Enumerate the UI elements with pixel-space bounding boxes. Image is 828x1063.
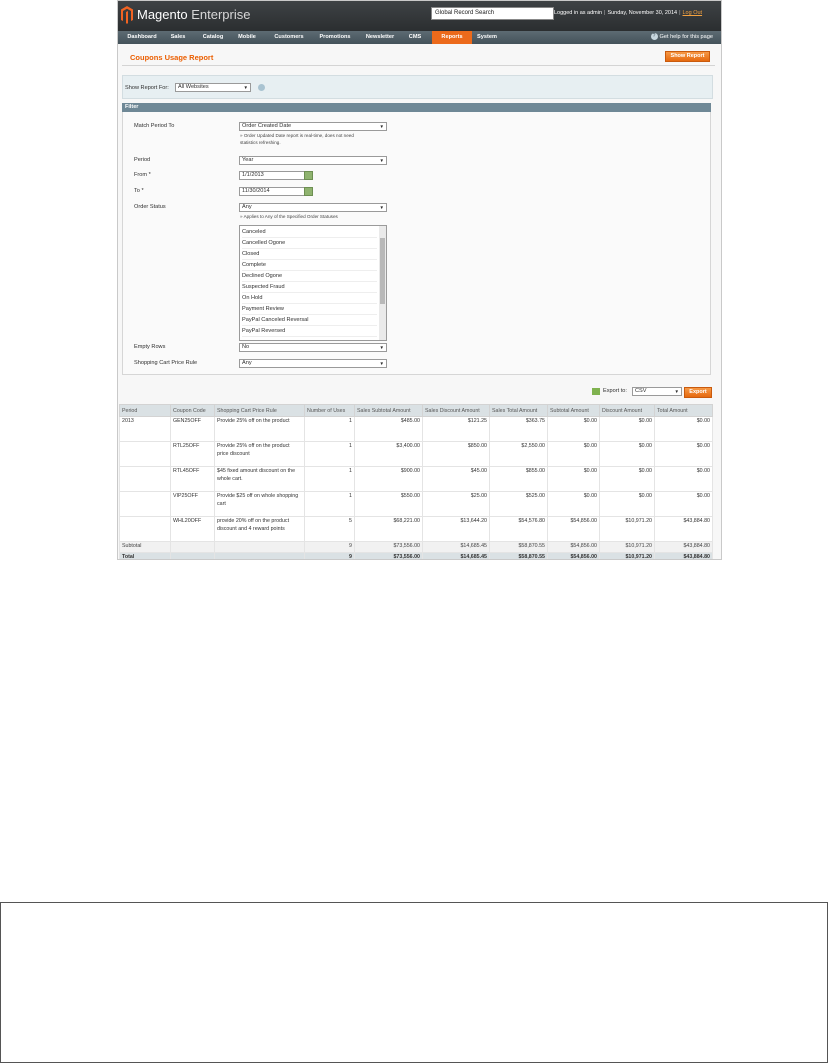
info-icon[interactable] bbox=[258, 84, 265, 91]
table-cell: $54,576.80 bbox=[490, 517, 548, 542]
col-sales-total[interactable]: Sales Total Amount bbox=[490, 405, 548, 417]
bottom-frame bbox=[0, 902, 828, 1063]
match-period-note-line2: statistics refreshing. bbox=[240, 140, 281, 145]
table-cell: $10,971.20 bbox=[600, 517, 655, 542]
global-search-input[interactable]: Global Record Search bbox=[431, 7, 554, 20]
cart-rule-select[interactable] bbox=[239, 359, 387, 368]
table-cell: $45 fixed amount discount on the whole cart. bbox=[215, 467, 305, 492]
help-link[interactable] bbox=[651, 31, 714, 44]
table-cell: RTL45OFF bbox=[171, 467, 215, 492]
title-divider bbox=[122, 65, 715, 66]
nav-dashboard[interactable]: Dashboard bbox=[127, 34, 157, 40]
table-cell: $0.00 bbox=[655, 467, 713, 492]
table-cell bbox=[120, 467, 171, 492]
nav-newsletter[interactable]: Newsletter bbox=[365, 34, 395, 40]
table-cell: $73,556.00 bbox=[355, 542, 423, 553]
chevron-down-icon: ▼ bbox=[243, 85, 248, 90]
status-option[interactable]: Suspected Fraud bbox=[242, 282, 377, 293]
nav-customers[interactable]: Customers bbox=[274, 34, 304, 40]
col-period[interactable]: Period bbox=[120, 405, 171, 417]
scrollbar-thumb[interactable] bbox=[380, 238, 385, 304]
col-subtotal[interactable]: Subtotal Amount bbox=[548, 405, 600, 417]
table-cell: $0.00 bbox=[548, 467, 600, 492]
table-cell: 2013 bbox=[120, 417, 171, 442]
main-nav bbox=[118, 31, 721, 44]
logged-in-text: Logged in as admin bbox=[554, 10, 603, 16]
table-cell: 1 bbox=[305, 417, 355, 442]
period-value: Year bbox=[242, 157, 254, 163]
chevron-down-icon: ▼ bbox=[674, 389, 679, 394]
status-option[interactable]: Cancelled Ogone bbox=[242, 238, 377, 249]
order-status-label: Order Status bbox=[134, 204, 166, 210]
admin-header bbox=[118, 1, 721, 31]
table-cell: $0.00 bbox=[600, 417, 655, 442]
table-cell: VIP25OFF bbox=[171, 492, 215, 517]
chevron-down-icon: ▼ bbox=[379, 124, 384, 129]
period-select[interactable] bbox=[239, 156, 387, 165]
table-cell: $363.75 bbox=[490, 417, 548, 442]
admin-screenshot bbox=[117, 0, 722, 560]
table-cell: $43,884.80 bbox=[655, 517, 713, 542]
status-option[interactable]: Complete bbox=[242, 260, 377, 271]
calendar-icon[interactable] bbox=[304, 171, 313, 180]
order-status-select[interactable] bbox=[239, 203, 387, 212]
order-status-note: » Applies to Any of the Specified Order Statuses bbox=[240, 214, 338, 219]
store-switcher bbox=[122, 75, 713, 99]
table-cell: RTL25OFF bbox=[171, 442, 215, 467]
table-cell: $54,856.00 bbox=[548, 517, 600, 542]
table-cell: $0.00 bbox=[655, 417, 713, 442]
col-number-of-uses[interactable]: Number of Uses bbox=[305, 405, 355, 417]
nav-reports[interactable]: Reports bbox=[432, 31, 472, 44]
table-cell: $3,400.00 bbox=[355, 442, 423, 467]
table-cell bbox=[171, 542, 215, 553]
table-cell: $54,856.00 bbox=[548, 542, 600, 553]
grid-header-row bbox=[120, 405, 713, 417]
to-label: To * bbox=[134, 188, 144, 194]
table-cell: $0.00 bbox=[548, 492, 600, 517]
order-status-multiselect[interactable] bbox=[239, 225, 387, 341]
export-button[interactable]: Export bbox=[684, 387, 712, 398]
logo-secondary: Enterprise bbox=[191, 7, 251, 22]
table-cell: $525.00 bbox=[490, 492, 548, 517]
subtotal-row bbox=[120, 542, 713, 553]
table-cell: $855.00 bbox=[490, 467, 548, 492]
store-switcher-label: Show Report For: bbox=[125, 85, 169, 91]
table-cell: $68,221.00 bbox=[355, 517, 423, 542]
table-row bbox=[120, 492, 713, 517]
table-cell: $10,971.20 bbox=[600, 542, 655, 553]
table-cell: $550.00 bbox=[355, 492, 423, 517]
table-cell bbox=[120, 442, 171, 467]
help-icon: ? bbox=[651, 33, 658, 40]
export-label: Export to: bbox=[603, 388, 627, 394]
col-coupon-code[interactable]: Coupon Code bbox=[171, 405, 215, 417]
status-option[interactable]: Declined Ogone bbox=[242, 271, 377, 282]
status-option[interactable]: PayPal Canceled Reversal bbox=[242, 315, 377, 326]
table-cell: $0.00 bbox=[655, 492, 713, 517]
table-cell: Subtotal bbox=[120, 542, 171, 553]
col-sales-discount[interactable]: Sales Discount Amount bbox=[423, 405, 490, 417]
nav-promotions[interactable]: Promotions bbox=[319, 34, 351, 40]
match-period-note-line1: Order Updated Date report is real-time, does not need bbox=[243, 133, 354, 138]
chevron-down-icon: ▼ bbox=[379, 205, 384, 210]
nav-catalog[interactable]: Catalog bbox=[202, 34, 224, 40]
status-option[interactable]: PayPal Reversed bbox=[242, 326, 377, 337]
multiselect-scrollbar[interactable] bbox=[379, 226, 386, 340]
empty-rows-select[interactable] bbox=[239, 343, 387, 352]
match-period-value: Order Created Date bbox=[242, 123, 292, 129]
table-cell: $58,870.55 bbox=[490, 552, 548, 560]
cart-rule-value: Any bbox=[242, 360, 252, 366]
user-info: Logged in as admin | Sunday, November 30, 2014 | Log Out bbox=[554, 10, 703, 16]
export-icon bbox=[592, 388, 600, 395]
table-cell bbox=[215, 542, 305, 553]
calendar-icon[interactable] bbox=[304, 187, 313, 196]
table-cell: $2,550.00 bbox=[490, 442, 548, 467]
header-date: Sunday, November 30, 2014 bbox=[607, 10, 678, 16]
table-cell: 1 bbox=[305, 442, 355, 467]
table-cell: WHL20OFF bbox=[171, 517, 215, 542]
table-cell: $0.00 bbox=[548, 417, 600, 442]
table-cell: $58,870.55 bbox=[490, 542, 548, 553]
order-status-value: Any bbox=[242, 204, 252, 210]
match-period-note: » Order Updated Date report is real-time, does not need statistics refreshing. bbox=[240, 133, 354, 145]
nav-sales[interactable]: Sales bbox=[170, 34, 186, 40]
store-switcher-select[interactable] bbox=[175, 83, 251, 92]
table-cell bbox=[120, 492, 171, 517]
table-cell: $485.00 bbox=[355, 417, 423, 442]
table-cell: $850.00 bbox=[423, 442, 490, 467]
match-period-select[interactable] bbox=[239, 122, 387, 131]
table-cell: $14,685.45 bbox=[423, 552, 490, 560]
logo-text bbox=[137, 7, 250, 22]
table-row bbox=[120, 517, 713, 542]
table-cell: 5 bbox=[305, 517, 355, 542]
chevron-down-icon: ▼ bbox=[379, 158, 384, 163]
col-sales-subtotal[interactable]: Sales Subtotal Amount bbox=[355, 405, 423, 417]
from-date-input[interactable]: 1/1/2013 bbox=[239, 171, 305, 180]
table-cell: 1 bbox=[305, 492, 355, 517]
table-cell: $0.00 bbox=[600, 467, 655, 492]
status-option[interactable]: Canceled bbox=[242, 227, 377, 238]
table-cell: $0.00 bbox=[600, 492, 655, 517]
table-cell bbox=[120, 517, 171, 542]
empty-rows-value: No bbox=[242, 344, 250, 350]
status-option[interactable]: On Hold bbox=[242, 293, 377, 304]
table-cell bbox=[171, 552, 215, 560]
table-cell: $13,644.20 bbox=[423, 517, 490, 542]
table-cell: $10,971.20 bbox=[600, 552, 655, 560]
table-cell: 9 bbox=[305, 542, 355, 553]
table-cell: 9 bbox=[305, 552, 355, 560]
table-cell: Provide $25 off on whole shopping cart bbox=[215, 492, 305, 517]
table-cell: $54,856.00 bbox=[548, 552, 600, 560]
report-grid bbox=[119, 404, 713, 560]
col-price-rule[interactable]: Shopping Cart Price Rule bbox=[215, 405, 305, 417]
order-status-note-text: Applies to Any of the Specified Order Statuses bbox=[243, 214, 338, 219]
table-cell: $0.00 bbox=[600, 442, 655, 467]
table-row bbox=[120, 467, 713, 492]
page-title: Coupons Usage Report bbox=[130, 53, 214, 62]
grid-body bbox=[120, 417, 713, 561]
period-label: Period bbox=[134, 157, 151, 163]
table-cell: $0.00 bbox=[655, 442, 713, 467]
empty-rows-label: Empty Rows bbox=[134, 344, 166, 350]
store-switcher-value: All Websites bbox=[178, 84, 209, 90]
match-period-label: Match Period To bbox=[134, 123, 175, 129]
logout-link[interactable]: Log Out bbox=[682, 10, 703, 16]
cart-rule-label: Shopping Cart Price Rule bbox=[134, 360, 198, 366]
table-cell: $900.00 bbox=[355, 467, 423, 492]
table-cell: Provide 25% off on the product bbox=[215, 417, 305, 442]
table-cell: $25.00 bbox=[423, 492, 490, 517]
status-option[interactable]: Closed bbox=[242, 249, 377, 260]
nav-mobile[interactable]: Mobile bbox=[238, 34, 256, 40]
logo-primary: Magento bbox=[137, 7, 188, 22]
to-date-input[interactable]: 11/30/2014 bbox=[239, 187, 305, 196]
magento-logo-icon bbox=[121, 6, 133, 24]
filter-header: Filter bbox=[122, 103, 711, 112]
help-text: Get help for this page bbox=[659, 34, 713, 40]
export-format-select[interactable] bbox=[632, 387, 682, 396]
table-cell: 1 bbox=[305, 467, 355, 492]
table-cell: Total bbox=[120, 552, 171, 560]
table-cell: $45.00 bbox=[423, 467, 490, 492]
table-cell: $14,685.45 bbox=[423, 542, 490, 553]
filter-form bbox=[122, 112, 711, 375]
status-option[interactable]: Payment Review bbox=[242, 304, 377, 315]
table-cell: $73,556.00 bbox=[355, 552, 423, 560]
export-format-value: CSV bbox=[635, 388, 647, 394]
total-row bbox=[120, 552, 713, 560]
table-cell: $43,884.80 bbox=[655, 552, 713, 560]
nav-system[interactable]: System bbox=[477, 34, 497, 40]
table-cell: $121.25 bbox=[423, 417, 490, 442]
col-total[interactable]: Total Amount bbox=[655, 405, 713, 417]
table-cell: provide 20% off on the product discount and 4 reward points bbox=[215, 517, 305, 542]
chevron-down-icon: ▼ bbox=[379, 361, 384, 366]
table-cell: $0.00 bbox=[548, 442, 600, 467]
chevron-down-icon: ▼ bbox=[379, 345, 384, 350]
show-report-button[interactable]: Show Report bbox=[665, 51, 710, 62]
table-row bbox=[120, 417, 713, 442]
col-discount[interactable]: Discount Amount bbox=[600, 405, 655, 417]
table-cell: GEN25OFF bbox=[171, 417, 215, 442]
table-cell bbox=[215, 552, 305, 560]
nav-cms[interactable]: CMS bbox=[408, 34, 422, 40]
from-label: From * bbox=[134, 172, 151, 178]
table-cell: Provide 25% off on the product price discount bbox=[215, 442, 305, 467]
table-cell: $43,884.80 bbox=[655, 542, 713, 553]
table-row bbox=[120, 442, 713, 467]
